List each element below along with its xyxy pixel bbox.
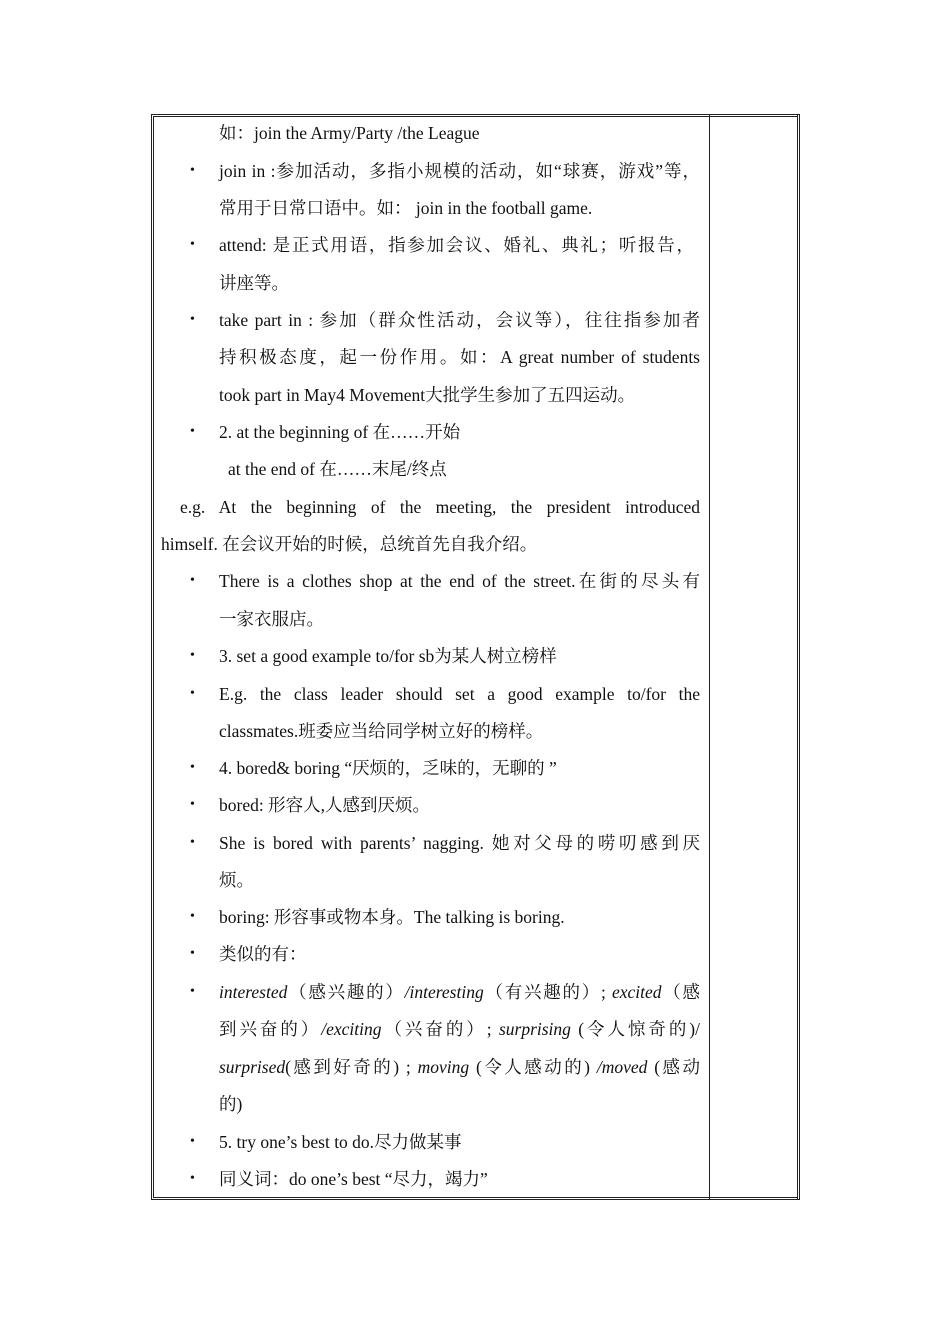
- bullet: •: [190, 424, 195, 439]
- bullet: •: [190, 835, 195, 850]
- text-line: 常用于日常口语中。如： join in the football game.: [219, 198, 593, 218]
- word-gloss: （有兴趣的）;: [483, 982, 612, 1002]
- word: surprised: [219, 1057, 286, 1077]
- word: interested: [219, 982, 288, 1002]
- similar-words-line: [219, 1093, 242, 1115]
- text-line: attend: 是正式用语，指参加会议、婚礼、典礼；听报告，: [219, 235, 694, 255]
- bullet: •: [190, 163, 195, 178]
- bullet: •: [190, 1171, 195, 1186]
- text-line: join in :参加活动，多指小规模的活动，如“球赛，游戏”等，: [219, 161, 700, 181]
- bullet: •: [190, 984, 195, 999]
- bullet: •: [190, 573, 195, 588]
- text-line: 一家衣服店。: [219, 609, 324, 629]
- word-gloss: 到兴奋的）: [219, 1019, 322, 1039]
- bullet: •: [190, 237, 195, 252]
- bullet: •: [190, 760, 195, 775]
- text-line: There is a clothes shop at the end of the street.在街的尽头有: [219, 571, 700, 591]
- text-line: classmates.班委应当给同学树立好的榜样。: [219, 721, 544, 741]
- word-gloss: (感动: [647, 1057, 700, 1077]
- text-line: She is bored with parents’ nagging. 她对父母的唠叨感到厌: [219, 833, 700, 853]
- column-divider: [709, 115, 710, 1200]
- word: /exciting: [321, 1019, 382, 1039]
- text-line: e.g. At the beginning of the meeting, the president introduced: [180, 497, 700, 517]
- text-line: 2. at the beginning of 在……开始: [219, 422, 461, 442]
- text-line: at the end of 在……末尾/终点: [228, 459, 447, 479]
- text-line: 同义词：do one’s best “尽力，竭力”: [219, 1169, 488, 1189]
- word: /moved: [596, 1057, 648, 1077]
- word-gloss: (感到好奇的) ;: [285, 1057, 418, 1077]
- text-line: 讲座等。: [219, 273, 289, 293]
- text-line: boring: 形容事或物本身。The talking is boring.: [219, 907, 565, 927]
- word: moving: [417, 1057, 470, 1077]
- bullet: •: [190, 797, 195, 812]
- text-line: 烦。: [219, 870, 254, 890]
- bullet: •: [190, 312, 195, 327]
- word-gloss: （兴奋的）;: [381, 1019, 499, 1039]
- bullet: •: [190, 648, 195, 663]
- word: excited: [611, 982, 662, 1002]
- similar-words-line: [219, 981, 700, 1003]
- bullet: •: [190, 1134, 195, 1149]
- text-line: take part in : 参加（群众性活动，会议等），往往指参加者: [219, 310, 700, 330]
- text-line: 如：join the Army/Party /the League: [219, 123, 480, 143]
- similar-words-line: [219, 1018, 700, 1040]
- word: /interesting: [404, 982, 484, 1002]
- text-line: 类似的有：: [219, 944, 307, 964]
- text-line: bored: 形容人,人感到厌烦。: [219, 795, 430, 815]
- text-line: 3. set a good example to/for sb为某人树立榜样: [219, 646, 557, 666]
- similar-words-line: [219, 1056, 700, 1078]
- word-gloss: （感兴趣的）: [287, 982, 405, 1002]
- word-gloss: 的): [219, 1094, 243, 1114]
- text-line: 5. try one’s best to do.尽力做某事: [219, 1132, 462, 1152]
- bullet: •: [190, 909, 195, 924]
- word-gloss: (令人感动的): [469, 1057, 597, 1077]
- text-line: 4. bored& boring “厌烦的，乏味的，无聊的 ”: [219, 758, 557, 778]
- word: surprising: [498, 1019, 571, 1039]
- bullet: •: [190, 946, 195, 961]
- text-line: E.g. the class leader should set a good example to/for the: [219, 684, 700, 704]
- word-gloss: (令人惊奇的)/: [570, 1019, 700, 1039]
- text-line: took part in May4 Movement大批学生参加了五四运动。: [219, 385, 636, 405]
- column-divider: [797, 115, 798, 1200]
- word-gloss: （感: [661, 982, 701, 1002]
- text-line: 持积极态度，起一份作用。如：A great number of students: [219, 347, 700, 367]
- text-line: himself. 在会议开始的时候，总统首先自我介绍。: [161, 534, 538, 554]
- bullet: •: [190, 686, 195, 701]
